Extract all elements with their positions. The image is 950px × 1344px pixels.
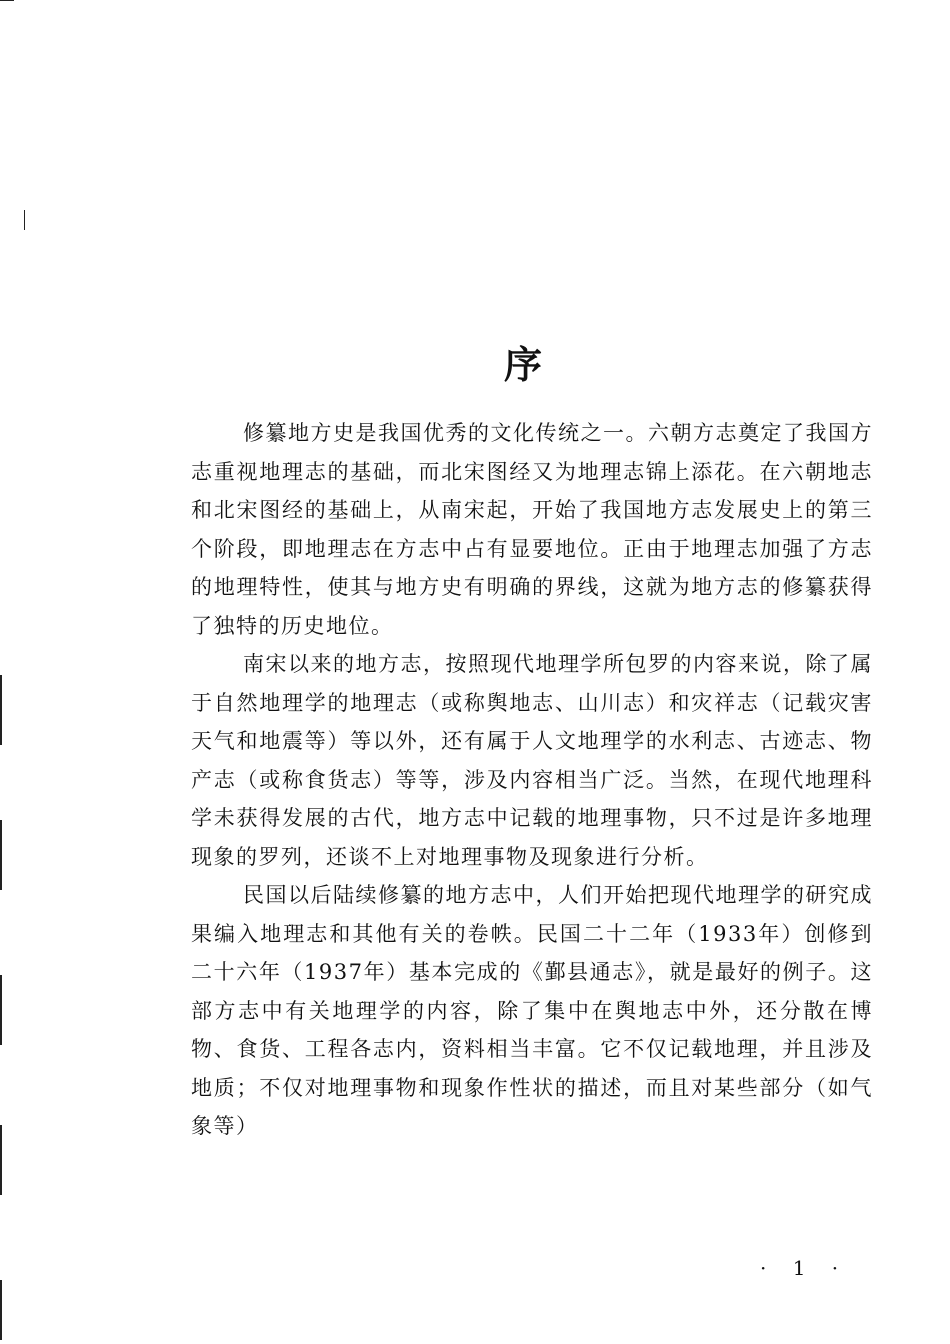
paragraph-3: 民国以后陆续修纂的地方志中，人们开始把现代地理学的研究成果编入地理志和其他有关的卷帙。民国二十二年（1933年）创修到二十六年（1937年）基本完成的《鄞县通志》，就是最好的例子。这部方志中有关地理学的内容，除了集中在舆地志中外，还分散在博物、食货、工程各志内，资料相当丰富。它不仅记载地理，并且涉及地质；不仅对地理事物和现象作性状的描述，而且对某些部分（如气象等） (191, 883, 873, 1138)
scan-mark-6 (0, 1280, 2, 1340)
page-number: · 1 · (760, 1256, 849, 1280)
paragraph-1: 修纂地方史是我国优秀的文化传统之一。六朝方志奠定了我国方志重视地理志的基础，而北宋图经又为地理志锦上添花。在六朝地志和北宋图经的基础上，从南宋起，开始了我国地方志发展史上的第三个阶段，即地理志在方志中占有显要地位。正由于地理志加强了方志的地理特性，使其与地方史有明确的界线，这就为地方志的修纂获得了独特的历史地位。 (191, 421, 873, 638)
scan-mark-5 (0, 1125, 2, 1195)
scan-mark-4 (0, 975, 2, 1045)
body-text (191, 414, 873, 1146)
scan-mark-2 (0, 675, 2, 745)
scan-mark-top (0, 0, 14, 1)
page-title: 序 (503, 342, 544, 388)
scan-mark-3 (0, 820, 2, 890)
paragraph-2: 南宋以来的地方志，按照现代地理学所包罗的内容来说，除了属于自然地理学的地理志（或称舆地志、山川志）和灾祥志（记载灾害天气和地震等）等以外，还有属于人文地理学的水利志、古迹志、物产志（或称食货志）等等，涉及内容相当广泛。当然，在现代地理科学未获得发展的古代，地方志中记载的地理事物，只不过是许多地理现象的罗列，还谈不上对地理事物及现象进行分析。 (191, 652, 873, 869)
scan-mark-1 (24, 210, 25, 230)
